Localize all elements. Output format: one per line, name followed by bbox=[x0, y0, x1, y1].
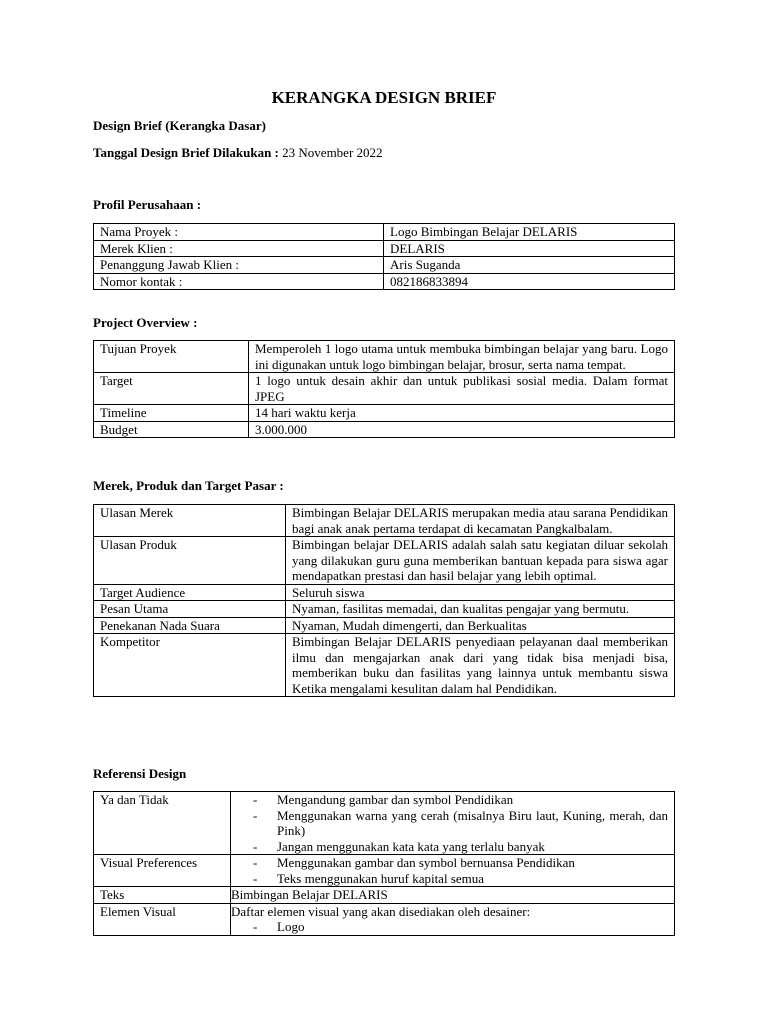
dash-bullet: - bbox=[253, 807, 258, 823]
table-row bbox=[94, 224, 675, 241]
row-label: Tujuan Proyek bbox=[94, 341, 249, 373]
design-reference-heading: Referensi Design bbox=[93, 766, 187, 781]
row-value: Nyaman, Mudah dimengerti, dan Berkualitas bbox=[286, 617, 675, 634]
row-value bbox=[231, 903, 675, 935]
row-value: Aris Suganda bbox=[384, 257, 675, 274]
row-value: 3.000.000 bbox=[249, 421, 675, 438]
row-value: Bimbingan belajar DELARIS adalah salah satu kegiatan diluar sekolah yang dilakukan guru guna memberikan bantuan kepada para siswa agar mendapatkan prestasi dan hasil belajar yang lebih optimal. bbox=[286, 537, 675, 585]
row-label: Timeline bbox=[94, 405, 249, 422]
row-value: Bimbingan Belajar DELARIS merupakan media atau sarana Pendidikan bagi anak anak pertama terdapat di kecamatan Pangkalbalam. bbox=[286, 505, 675, 537]
table-row bbox=[94, 887, 675, 904]
list-item-text: Jangan menggunakan kata kata yang terlalu banyak bbox=[277, 838, 545, 854]
row-label: Teks bbox=[94, 887, 231, 904]
list-item bbox=[231, 808, 668, 839]
elemen-visual-list bbox=[231, 919, 668, 935]
row-label: Ulasan Merek bbox=[94, 505, 286, 537]
row-label: Visual Preferences bbox=[94, 855, 231, 887]
date-value: 23 November 2022 bbox=[282, 145, 383, 160]
row-label: Ulasan Produk bbox=[94, 537, 286, 585]
list-item bbox=[231, 871, 668, 887]
row-value: Bimbingan Belajar DELARIS penyediaan pelayanan daal memberikan ilmu dan mengajarkan anak dari yang tidak bisa menjadi bisa, memberikan buku dan fasilitas yang lainnya untuk membantu siswa Ketika mengalami kesulitan dalam hal Pendidikan. bbox=[286, 634, 675, 697]
row-value bbox=[231, 855, 675, 887]
table-row bbox=[94, 792, 675, 855]
document-title: KERANGKA DESIGN BRIEF bbox=[271, 88, 497, 107]
table-row bbox=[94, 273, 675, 290]
date-line bbox=[93, 145, 383, 161]
row-value: 1 logo untuk desain akhir dan untuk publikasi sosial media. Dalam format JPEG bbox=[249, 373, 675, 405]
dash-bullet: - bbox=[253, 855, 258, 870]
row-label: Pesan Utama bbox=[94, 601, 286, 618]
table-row bbox=[94, 405, 675, 422]
table-row bbox=[94, 373, 675, 405]
document-subtitle: Design Brief (Kerangka Dasar) bbox=[93, 118, 266, 133]
dash-bullet: - bbox=[253, 919, 258, 934]
dash-bullet: - bbox=[253, 792, 258, 807]
dash-bullet: - bbox=[253, 838, 258, 854]
table-row bbox=[94, 903, 675, 935]
table-row bbox=[94, 855, 675, 887]
row-value: Logo Bimbingan Belajar DELARIS bbox=[384, 224, 675, 241]
list-item-text: Teks menggunakan huruf kapital semua bbox=[277, 870, 485, 886]
visual-preferences-list bbox=[231, 855, 668, 886]
brand-market-table bbox=[93, 504, 675, 697]
row-label: Ya dan Tidak bbox=[94, 792, 231, 855]
row-value: 082186833894 bbox=[384, 273, 675, 290]
list-item bbox=[231, 919, 668, 935]
table-row bbox=[94, 601, 675, 618]
list-item bbox=[231, 792, 668, 808]
row-label: Kompetitor bbox=[94, 634, 286, 697]
ya-tidak-list bbox=[231, 792, 668, 854]
row-value: Seluruh siswa bbox=[286, 584, 675, 601]
design-reference-table bbox=[93, 791, 675, 936]
company-profile-table bbox=[93, 223, 675, 290]
table-row bbox=[94, 584, 675, 601]
project-overview-heading: Project Overview : bbox=[93, 315, 198, 330]
row-label: Budget bbox=[94, 421, 249, 438]
row-label: Nomor kontak : bbox=[94, 273, 384, 290]
row-value: 14 hari waktu kerja bbox=[249, 405, 675, 422]
project-overview-table bbox=[93, 340, 675, 438]
elemen-visual-intro: Daftar elemen visual yang akan disediakan oleh desainer: bbox=[231, 903, 531, 919]
brand-market-heading: Merek, Produk dan Target Pasar : bbox=[93, 478, 284, 493]
table-row bbox=[94, 240, 675, 257]
row-value: Memperoleh 1 logo utama untuk membuka bimbingan belajar yang baru. Logo ini digunakan untuk logo bimbingan belajar, brosur, serta nama tempat. bbox=[249, 341, 675, 373]
row-label: Target Audience bbox=[94, 584, 286, 601]
table-row bbox=[94, 341, 675, 373]
table-row bbox=[94, 257, 675, 274]
table-row bbox=[94, 421, 675, 438]
row-value bbox=[231, 792, 675, 855]
table-row bbox=[94, 617, 675, 634]
row-value: Nyaman, fasilitas memadai, dan kualitas pengajar yang bermutu. bbox=[286, 601, 675, 618]
row-label: Elemen Visual bbox=[94, 903, 231, 935]
company-profile-heading: Profil Perusahaan : bbox=[93, 197, 202, 212]
row-label: Nama Proyek : bbox=[94, 224, 384, 241]
table-row bbox=[94, 537, 675, 585]
date-label: Tanggal Design Brief Dilakukan : bbox=[93, 145, 279, 160]
list-item-text: Logo bbox=[277, 919, 305, 934]
list-item-text: Menggunakan warna yang cerah (misalnya Biru laut, Kuning, merah, dan Pink) bbox=[277, 807, 668, 838]
row-label: Merek Klien : bbox=[94, 240, 384, 257]
row-value: DELARIS bbox=[384, 240, 675, 257]
list-item bbox=[231, 839, 668, 855]
dash-bullet: - bbox=[253, 870, 258, 886]
row-label: Penanggung Jawab Klien : bbox=[94, 257, 384, 274]
list-item bbox=[231, 855, 668, 871]
row-value: Bimbingan Belajar DELARIS bbox=[231, 887, 675, 904]
row-label: Target bbox=[94, 373, 249, 405]
list-item-text: Mengandung gambar dan symbol Pendidikan bbox=[277, 792, 514, 807]
table-row bbox=[94, 634, 675, 697]
table-row bbox=[94, 505, 675, 537]
list-item-text: Menggunakan gambar dan symbol bernuansa Pendidikan bbox=[277, 855, 575, 870]
row-label: Penekanan Nada Suara bbox=[94, 617, 286, 634]
